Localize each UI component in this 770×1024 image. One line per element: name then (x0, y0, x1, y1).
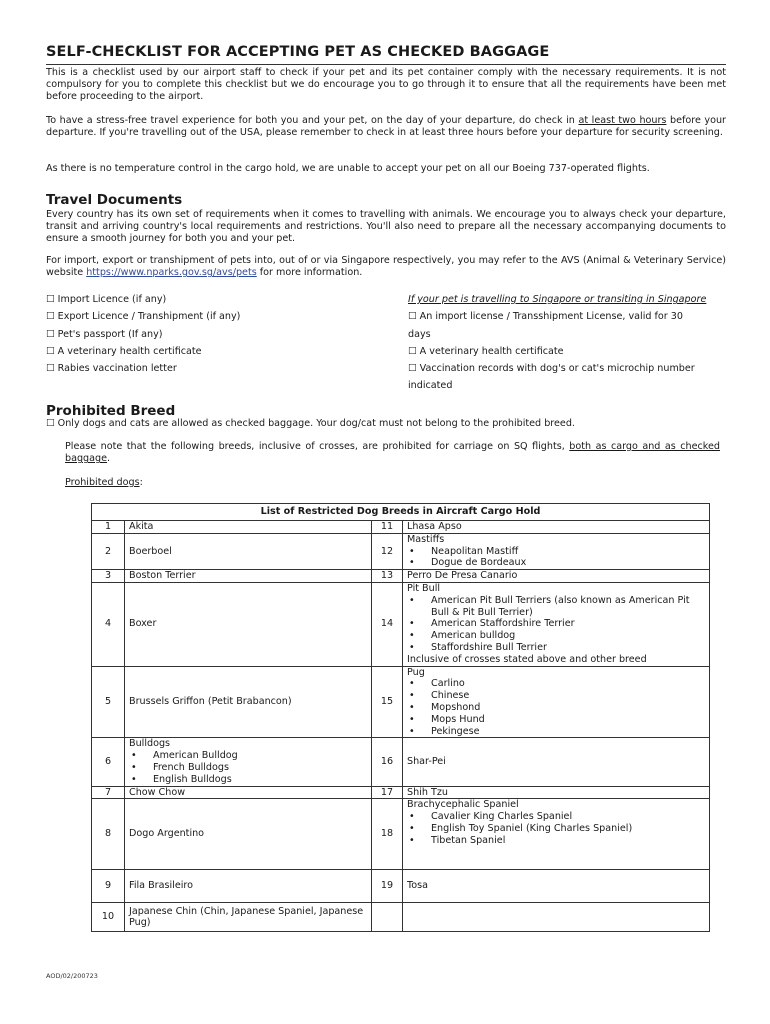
row-number: 15 (372, 666, 403, 738)
row-number: 10 (92, 903, 125, 932)
title-divider (46, 64, 726, 65)
singapore-requirements-heading: If your pet is travelling to Singapore or transiting in Singapore (408, 294, 707, 305)
intro-paragraph-2 (46, 115, 726, 139)
table-row (92, 666, 710, 738)
prohibited-note-text-b: . (107, 453, 111, 465)
checkbox-vaccination-records[interactable]: ☐ Vaccination records with dog's or cat's microchip number (408, 363, 695, 374)
table-row (92, 570, 710, 583)
checkbox-only-dogs-cats[interactable]: ☐ Only dogs and cats are allowed as checked baggage. Your dog/cat must not belong to the prohibited breed. (46, 418, 575, 429)
breed-subitem: • Chinese (431, 690, 705, 702)
breed-name: Chow Chow (125, 786, 372, 799)
import-license-sg-cont: days (408, 329, 431, 340)
document-code: AOD/02/200723 (46, 972, 98, 980)
row-number: 13 (372, 570, 403, 583)
checkbox-veterinary-certificate[interactable]: ☐ A veterinary health certificate (46, 346, 202, 357)
row-number: 12 (372, 533, 403, 569)
prohibited-note-highlight: both as cargo and as checked baggage (65, 441, 721, 465)
breed-subitem: • American Staffordshire Terrier (431, 618, 705, 630)
breed-subitem: • American Pit Bull Terriers (also known as American Pit Bull & Pit Bull Terrier) (431, 595, 705, 619)
table-row (92, 799, 710, 870)
breed-sublist (407, 546, 705, 570)
avs-text-b: for more information. (256, 267, 363, 279)
breed-group (403, 666, 710, 738)
table-row (92, 738, 710, 786)
avs-website-link[interactable]: https://www.nparks.gov.sg/avs/pets (86, 267, 257, 279)
breed-subitem: • Neapolitan Mastiff (431, 546, 705, 558)
breed-group (403, 582, 710, 666)
breed-name: Dogo Argentino (125, 799, 372, 870)
checkbox-veterinary-certificate-sg[interactable]: ☐ A veterinary health certificate (408, 346, 564, 357)
intro-paragraph-1: This is a checklist used by our airport staff to check if your pet and its pet container comply with the necessary requirements. It is not compulsory for you to complete this checklist but we do encourage you to go through it to ensure that all the requirements have been met before proceeding to the airport. (46, 67, 726, 103)
checkbox-export-licence[interactable]: ☐ Export Licence / Transhipment (if any) (46, 311, 241, 322)
breed-subitem: • Carlino (431, 678, 705, 690)
row-number: 1 (92, 521, 125, 534)
table-row (92, 582, 710, 666)
breed-name: Perro De Presa Canario (403, 570, 710, 583)
breed-sublist (129, 750, 367, 785)
breed-name: Fila Brasileiro (125, 870, 372, 903)
breed-name: Tosa (403, 870, 710, 903)
breed-subitem: • English Toy Spaniel (King Charles Spaniel) (431, 823, 705, 835)
table-row (92, 521, 710, 534)
checkbox-import-license-sg[interactable]: ☐ An import license / Transshipment License, valid for 30 (408, 311, 683, 322)
breed-group (403, 533, 710, 569)
row-number (372, 903, 403, 932)
row-number: 14 (372, 582, 403, 666)
row-number: 17 (372, 786, 403, 799)
breed-group-title: Mastiffs (407, 533, 445, 545)
breed-name: Japanese Chin (Chin, Japanese Spaniel, Japanese Pug) (125, 903, 372, 932)
travel-documents-heading: Travel Documents (46, 192, 183, 208)
breed-name (403, 903, 710, 932)
table-row (92, 786, 710, 799)
checkbox-rabies-letter[interactable]: ☐ Rabies vaccination letter (46, 363, 177, 374)
breed-subitem: • Staffordshire Bull Terrier (431, 642, 705, 654)
intro-p2-text-a: To have a stress-free travel experience for both you and your pet, on the day of your departure, do check in (46, 115, 579, 126)
prohibited-note (65, 441, 720, 465)
page-title: SELF-CHECKLIST FOR ACCEPTING PET AS CHECKED BAGGAGE (46, 44, 550, 60)
vaccination-records-cont: indicated (408, 380, 453, 391)
breed-name: Brussels Griffon (Petit Brabancon) (125, 666, 372, 738)
prohibited-dogs-colon: : (139, 477, 143, 488)
breed-subitem: • French Bulldogs (153, 762, 367, 774)
checkbox-import-licence[interactable]: ☐ Import Licence (if any) (46, 294, 167, 305)
row-number: 11 (372, 521, 403, 534)
row-number: 7 (92, 786, 125, 799)
breed-group-title: Pug (407, 666, 425, 678)
table-row (92, 870, 710, 903)
breed-name: Shar-Pei (403, 738, 710, 786)
breed-name: Boerboel (125, 533, 372, 569)
breed-name: Lhasa Apso (403, 521, 710, 534)
row-number: 18 (372, 799, 403, 870)
row-number: 6 (92, 738, 125, 786)
prohibited-breed-heading: Prohibited Breed (46, 403, 176, 419)
breed-subitem: • Dogue de Bordeaux (431, 557, 705, 569)
breed-subitem: • Cavalier King Charles Spaniel (431, 811, 705, 823)
table-caption: List of Restricted Dog Breeds in Aircraft Cargo Hold (92, 504, 710, 521)
row-number: 8 (92, 799, 125, 870)
breed-subitem: • Tibetan Spaniel (431, 835, 705, 847)
prohibited-dogs-label (65, 477, 143, 489)
intro-p2-text-b: before your departure. If you're travelling out of the USA, please remember to check in at least three hours before your departure for security screening. (46, 115, 727, 139)
breed-name: Akita (125, 521, 372, 534)
breed-group (403, 799, 710, 870)
table-row (92, 903, 710, 932)
breed-subitem: • Mopshond (431, 702, 705, 714)
travel-documents-paragraph-2 (46, 255, 726, 279)
row-number: 2 (92, 533, 125, 569)
breed-subitem: • American bulldog (431, 630, 705, 642)
row-number: 3 (92, 570, 125, 583)
row-number: 9 (92, 870, 125, 903)
breed-name: Boxer (125, 582, 372, 666)
breed-group-title: Bulldogs (129, 738, 171, 750)
avs-text-a: For import, export or transhipment of pets into, out of or via Singapore respectively, you may refer to the AVS (Animal & Veterinary Service) website (46, 255, 726, 279)
breed-subitem: • Pekingese (431, 726, 705, 738)
breed-group-title: Pit Bull (407, 582, 441, 594)
row-number: 4 (92, 582, 125, 666)
breed-name: Boston Terrier (125, 570, 372, 583)
restricted-breeds-table (91, 503, 710, 932)
breed-subitem: • Mops Hund (431, 714, 705, 726)
intro-paragraph-3: As there is no temperature control in the cargo hold, we are unable to accept your pet on all our Boeing 737-operated flights. (46, 163, 650, 174)
breed-subitem: • English Bulldogs (153, 774, 367, 786)
row-number: 19 (372, 870, 403, 903)
breed-subitem: • American Bulldog (153, 750, 367, 762)
breed-group (125, 738, 372, 786)
breed-sublist (407, 811, 705, 846)
table-row (92, 533, 710, 569)
table-header-row (92, 504, 710, 521)
travel-documents-paragraph-1: Every country has its own set of requirements when it comes to travelling with animals. We encourage you to always check your departure, transit and arriving country's local requirements and restrictions. You'll also need to prepare all the necessary accompanying documents to ensure a smooth journey for both you and your pet. (46, 209, 726, 245)
breed-name: Shih Tzu (403, 786, 710, 799)
breed-group-title: Brachycephalic Spaniel (407, 799, 519, 811)
row-number: 5 (92, 666, 125, 738)
prohibited-note-text-a: Please note that the following breeds, inclusive of crosses, are prohibited for carriage on SQ flights, (65, 441, 570, 452)
row-number: 16 (372, 738, 403, 786)
breed-sublist (407, 595, 705, 654)
check-in-time-highlight: at least two hours (578, 115, 667, 126)
prohibited-dogs-text: Prohibited dogs (65, 477, 140, 488)
breed-sublist (407, 678, 705, 737)
breed-group-note: Inclusive of crosses stated above and other breed (407, 653, 647, 665)
checkbox-pet-passport[interactable]: ☐ Pet's passport (If any) (46, 329, 163, 340)
